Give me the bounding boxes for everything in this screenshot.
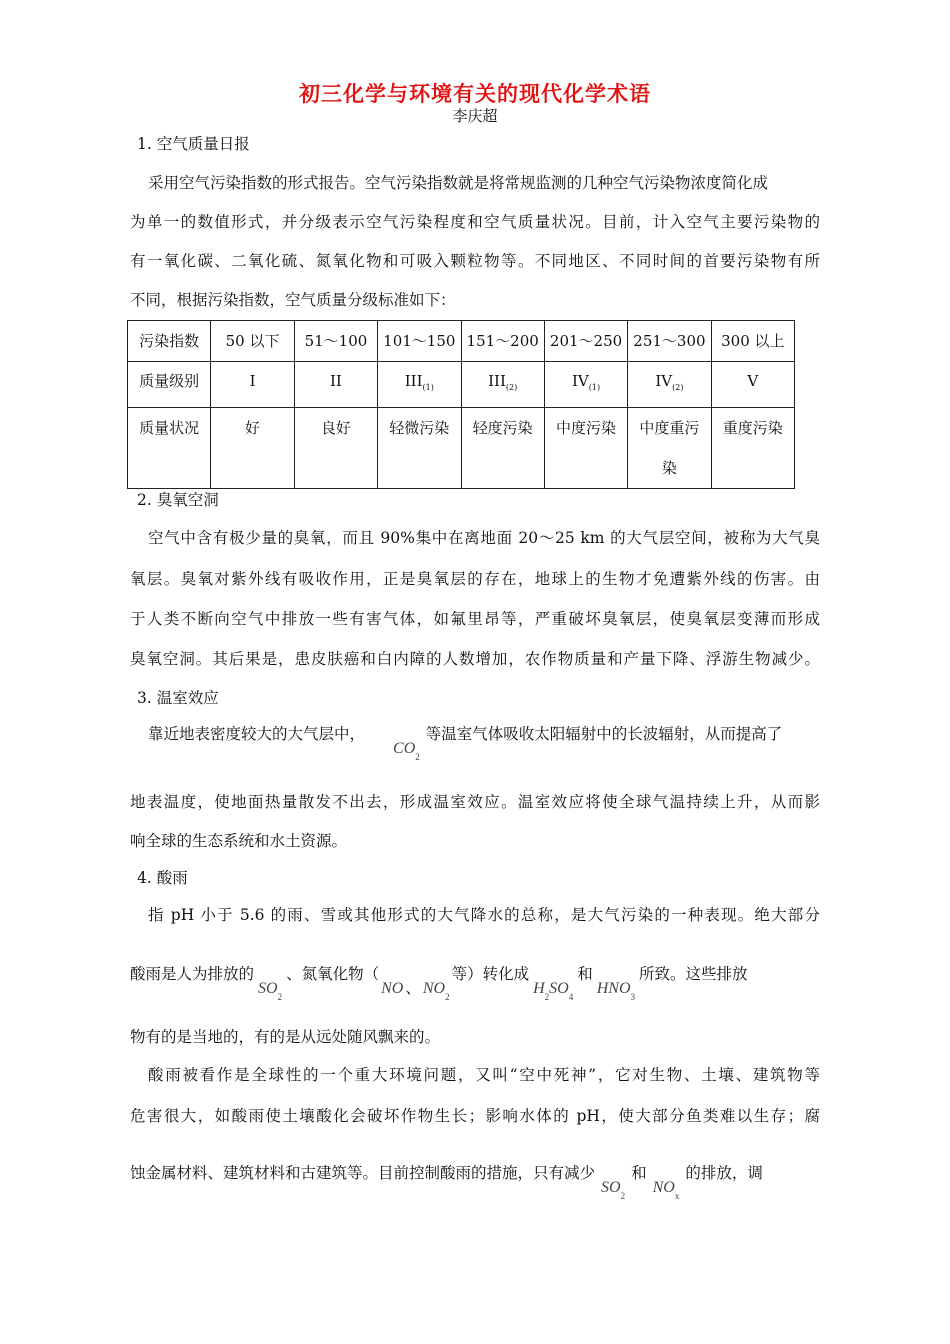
table-cell: 良好 bbox=[294, 408, 377, 489]
table-cell: 好 bbox=[211, 408, 294, 489]
text-run: 和 bbox=[631, 1164, 647, 1182]
formula-subscript: x bbox=[674, 1191, 680, 1202]
formula-text: HNO bbox=[596, 980, 631, 997]
level-numeral: III bbox=[488, 372, 506, 390]
table-cell: 轻微污染 bbox=[378, 408, 461, 489]
chem-formula-hno3 bbox=[596, 980, 636, 1003]
table-cell: 251～300 bbox=[628, 321, 711, 362]
table-cell: 51～100 bbox=[294, 321, 377, 362]
table-cell bbox=[628, 408, 711, 489]
formula-text: NO bbox=[422, 980, 446, 997]
paragraph-line: 为单一的数值形式，并分级表示空气污染程度和空气质量状况。目前，计入空气主要污染物的 bbox=[130, 213, 820, 231]
table-cell: II bbox=[294, 362, 377, 408]
table-cell: 重度污染 bbox=[711, 408, 794, 489]
formula-subscript: 2 bbox=[277, 992, 283, 1003]
chem-formula-nox bbox=[652, 1179, 680, 1202]
paragraph-line: 有一氧化碳、二氧化硫、氮氧化物和可吸入颗粒物等。不同地区、不同时间的首要污染物有所 bbox=[130, 252, 820, 270]
level-numeral: III bbox=[404, 372, 423, 390]
paragraph-line: 采用空气污染指数的形式报告。空气污染指数就是将常规监测的几种空气污染物浓度简化成 bbox=[148, 174, 769, 192]
formula-text: H bbox=[533, 980, 545, 997]
level-subscript: (2) bbox=[505, 383, 518, 392]
table-cell: 101～150 bbox=[378, 321, 461, 362]
chem-formula-no2 bbox=[422, 980, 450, 1003]
formula-subscript: 4 bbox=[568, 992, 574, 1003]
document-title: 初三化学与环境有关的现代化学术语 bbox=[299, 81, 651, 106]
table-row bbox=[128, 362, 795, 408]
cell-text-continued: 染 bbox=[661, 459, 677, 477]
text-run: 的排放，调 bbox=[685, 1164, 763, 1182]
formula-subscript: 2 bbox=[620, 1191, 626, 1202]
paragraph-line: 响全球的生态系统和水土资源。 bbox=[130, 832, 348, 850]
text-run: 等温室气体吸收太阳辐射中的长波辐射，从而提高了 bbox=[425, 725, 783, 743]
table-cell: 质量状况 bbox=[128, 408, 211, 489]
chem-formula-no: NO bbox=[381, 980, 404, 997]
section-heading-ozone-hole: 2. 臭氧空洞 bbox=[137, 491, 219, 509]
table-cell bbox=[544, 362, 627, 408]
level-subscript: (2) bbox=[672, 383, 684, 392]
document-author: 李庆超 bbox=[452, 107, 498, 125]
table-cell: 151～200 bbox=[461, 321, 544, 362]
chem-formula-co2 bbox=[393, 740, 420, 763]
table-cell: V bbox=[711, 362, 794, 408]
table-row bbox=[128, 321, 795, 362]
table-cell bbox=[461, 362, 544, 408]
formula-text: SO bbox=[601, 1179, 621, 1196]
text-run: 所致。这些排放 bbox=[639, 965, 748, 983]
paragraph-line: 臭氧空洞。其后果是，患皮肤癌和白内障的人数增加，农作物质量和产量下降、浮游生物减少。 bbox=[130, 650, 820, 668]
level-subscript: (1) bbox=[588, 383, 601, 392]
section-heading-air-quality: 1. 空气质量日报 bbox=[137, 135, 250, 153]
formula-text: NO bbox=[652, 1179, 675, 1196]
table-cell: 300 以上 bbox=[711, 321, 794, 362]
table-cell: 201～250 bbox=[544, 321, 627, 362]
table-cell: 50 以下 bbox=[211, 321, 294, 362]
table-cell: 污染指数 bbox=[128, 321, 211, 362]
table-cell: 中度污染 bbox=[544, 408, 627, 489]
formula-subscript: 2 bbox=[544, 992, 550, 1003]
paragraph-line: 物有的是当地的，有的是从远处随风飘来的。 bbox=[130, 1028, 441, 1046]
text-run: 等）转化成 bbox=[451, 965, 530, 983]
level-numeral: IV bbox=[655, 372, 673, 390]
paragraph-line: 酸雨被看作是全球性的一个重大环境问题，又叫“空中死神”，它对生物、土壤、建筑物等 bbox=[148, 1066, 820, 1084]
formula-text: SO bbox=[549, 980, 569, 997]
text-run: 、氮氧化物（ bbox=[286, 965, 380, 983]
paragraph-line: 指 pH 小于 5.6 的雨、雪或其他形式的大气降水的总称，是大气污染的一种表现。绝大部分 bbox=[148, 906, 820, 924]
level-subscript: (1) bbox=[422, 383, 434, 392]
cell-text: 中度重污 bbox=[639, 419, 700, 437]
paragraph-line: 不同，根据污染指数，空气质量分级标准如下： bbox=[130, 291, 456, 309]
section-heading-greenhouse: 3. 温室效应 bbox=[137, 689, 219, 707]
paragraph-line: 危害很大，如酸雨使土壤酸化会破坏作物生长；影响水体的 pH，使大部分鱼类难以生存；腐 bbox=[130, 1107, 820, 1125]
chem-formula-so2 bbox=[601, 1179, 626, 1202]
table-row bbox=[128, 408, 795, 489]
section-heading-acid-rain: 4. 酸雨 bbox=[137, 869, 188, 887]
text-run: 靠近地表密度较大的大气层中， bbox=[148, 725, 366, 743]
formula-subscript: 3 bbox=[630, 992, 636, 1003]
formula-subscript: 2 bbox=[415, 752, 420, 763]
formula-text: SO bbox=[258, 980, 278, 997]
table-cell bbox=[628, 362, 711, 408]
formula-text: CO bbox=[393, 740, 416, 757]
paragraph-line bbox=[130, 962, 820, 1003]
paragraph-line: 空气中含有极少量的臭氧，而且 90%集中在离地面 20～25 km 的大气层空间，被称为大气臭 bbox=[148, 529, 820, 547]
chem-formula-h2so4 bbox=[533, 980, 574, 1003]
table-cell bbox=[378, 362, 461, 408]
text-run: 酸雨是人为排放的 bbox=[130, 965, 255, 983]
table-cell: 轻度污染 bbox=[461, 408, 544, 489]
paragraph-line: 地表温度，使地面热量散发不出去，形成温室效应。温室效应将使全球气温持续上升，从而影 bbox=[130, 793, 820, 811]
table-cell: 质量级别 bbox=[128, 362, 211, 408]
paragraph-line bbox=[148, 722, 820, 763]
air-quality-table bbox=[127, 320, 795, 489]
formula-subscript: 2 bbox=[445, 992, 450, 1003]
level-numeral: IV bbox=[572, 372, 589, 390]
table-cell: I bbox=[211, 362, 294, 408]
paragraph-line: 氧层。臭氧对紫外线有吸收作用，正是臭氧层的存在，地球上的生物才免遭紫外线的伤害。由 bbox=[130, 570, 820, 588]
chem-formula-so2 bbox=[258, 980, 283, 1003]
paragraph-line bbox=[130, 1161, 820, 1202]
paragraph-line: 于人类不断向空气中排放一些有害气体，如氟里昂等，严重破坏臭氧层，使臭氧层变薄而形成 bbox=[130, 610, 820, 628]
text-run: 蚀金属材料、建筑材料和古建筑等。目前控制酸雨的措施，只有减少 bbox=[130, 1164, 596, 1182]
text-run: 和 bbox=[577, 965, 593, 983]
text-run: 、 bbox=[405, 979, 421, 997]
